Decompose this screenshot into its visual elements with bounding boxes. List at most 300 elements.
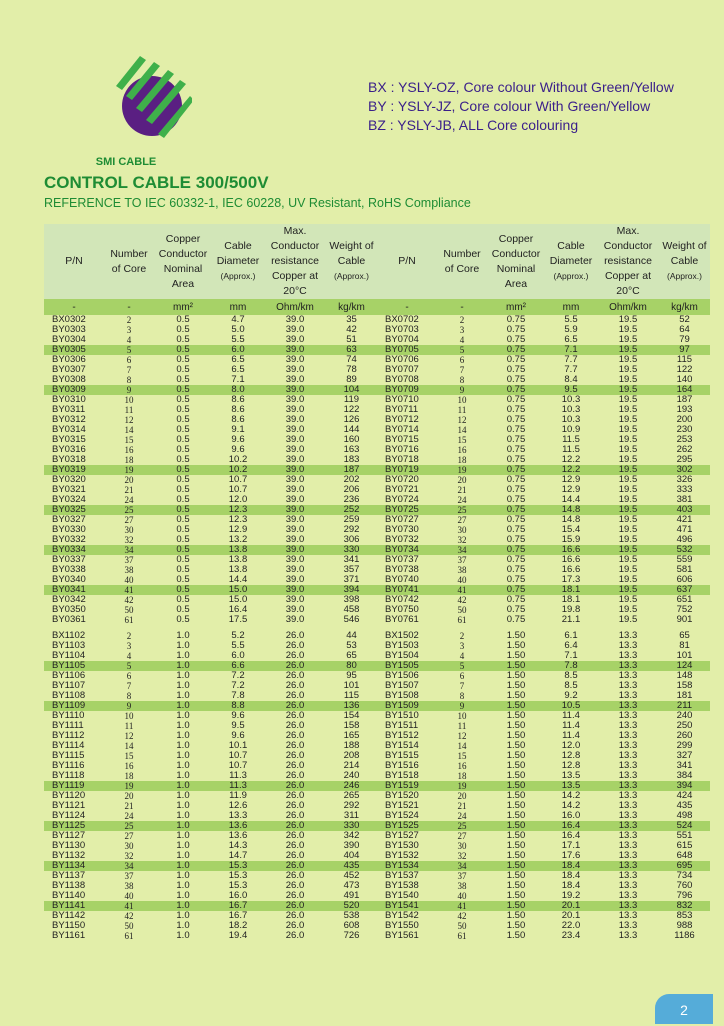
diameter-cell: 12.0 — [228, 495, 248, 505]
weight-cell: 136 — [326, 701, 377, 711]
diameter-cell: 18.4 — [545, 861, 597, 871]
diameter-cell: 18.4 — [561, 881, 581, 891]
diameter-cell: 12.0 — [561, 741, 581, 751]
pn-cell: BY1534 — [377, 861, 437, 871]
resistance-cell: 13.3 — [618, 711, 638, 721]
table-row — [377, 871, 710, 881]
col-header-area: Copper Conductor Nominal Area — [487, 224, 545, 299]
resistance-cell: 19.5 — [618, 405, 638, 415]
cores-cell: 2 — [459, 631, 465, 641]
cores-cell: 15 — [124, 751, 134, 761]
pn-cell: BY0340 — [52, 575, 86, 585]
resistance-cell: 39.0 — [285, 395, 305, 405]
cores-cell: 27 — [124, 515, 134, 525]
diameter-cell: 7.1 — [564, 651, 578, 661]
resistance-cell: 19.5 — [618, 605, 638, 615]
weight-cell: 546 — [343, 615, 360, 625]
weight-cell: 760 — [676, 881, 693, 891]
cores-cell: 42 — [124, 595, 134, 605]
area-cell: 1.0 — [176, 671, 190, 681]
resistance-cell: 26.0 — [285, 931, 305, 941]
cores-cell: 32 — [124, 851, 134, 861]
table-row — [377, 761, 710, 771]
weight-cell: 187 — [676, 395, 693, 405]
pn-cell: BY0740 — [385, 575, 419, 585]
diameter-cell: 10.7 — [228, 485, 248, 495]
diameter-cell: 20.1 — [545, 901, 597, 911]
diameter-cell: 17.5 — [228, 615, 248, 625]
diameter-cell: 16.6 — [545, 545, 597, 555]
area-cell: 1.50 — [487, 701, 545, 711]
table-row — [377, 385, 710, 395]
pn-cell: BY1119 — [44, 781, 104, 791]
pn-cell: BY1521 — [385, 801, 419, 811]
cores-cell: 19 — [104, 781, 154, 791]
resistance-cell: 39.0 — [285, 435, 305, 445]
resistance-cell: 39.0 — [285, 575, 305, 585]
weight-cell: 65 — [679, 631, 690, 641]
area-cell: 1.50 — [506, 891, 526, 901]
weight-cell: 559 — [676, 555, 693, 565]
weight-cell: 259 — [343, 515, 360, 525]
pn-cell: BY1509 — [377, 701, 437, 711]
pn-cell: BY1511 — [385, 721, 419, 731]
cores-cell: 50 — [457, 605, 467, 615]
area-cell: 1.0 — [176, 871, 190, 881]
area-cell: 0.75 — [506, 425, 526, 435]
area-cell: 0.75 — [487, 345, 545, 355]
weight-cell: 208 — [343, 751, 360, 761]
area-cell: 1.50 — [506, 911, 526, 921]
cores-cell: 61 — [457, 615, 467, 625]
weight-cell: 796 — [676, 891, 693, 901]
table-row — [44, 345, 377, 355]
cores-cell: 12 — [457, 415, 467, 425]
col-header-weight-label: Weight of Cable — [329, 240, 374, 267]
area-cell: 0.75 — [506, 615, 526, 625]
diameter-cell: 12.2 — [561, 455, 581, 465]
weight-cell: 473 — [343, 881, 360, 891]
cores-cell: 3 — [126, 325, 132, 335]
area-cell: 0.75 — [506, 415, 526, 425]
diameter-cell: 5.0 — [231, 325, 245, 335]
table-row — [44, 771, 377, 781]
area-cell: 1.50 — [506, 831, 526, 841]
diameter-cell: 6.0 — [212, 345, 264, 355]
unit-cell: Ohm/km — [264, 299, 326, 315]
area-cell: 1.50 — [506, 931, 526, 941]
resistance-cell: 19.5 — [618, 425, 638, 435]
cores-cell: 42 — [457, 595, 467, 605]
diameter-cell: 17.3 — [561, 575, 581, 585]
cores-cell: 32 — [124, 535, 134, 545]
area-cell: 0.5 — [176, 475, 190, 485]
diameter-cell: 14.8 — [545, 505, 597, 515]
diameter-cell: 11.9 — [229, 791, 247, 801]
header-row — [377, 224, 710, 299]
resistance-cell: 19.5 — [597, 585, 659, 595]
resistance-cell: 13.3 — [618, 921, 638, 931]
pn-cell: BY0712 — [385, 415, 419, 425]
cores-cell: 3 — [459, 641, 465, 651]
pn-cell: BY1106 — [52, 671, 86, 681]
table-row — [44, 831, 377, 841]
cores-cell: 12 — [124, 415, 134, 425]
area-cell: 1.50 — [506, 751, 526, 761]
pn-cell: BY0337 — [52, 555, 86, 565]
table-row — [377, 475, 710, 485]
cores-cell: 38 — [124, 565, 134, 575]
diameter-cell: 6.6 — [212, 661, 264, 671]
resistance-cell: 26.0 — [285, 921, 305, 931]
page-title: CONTROL CABLE 300/500V — [44, 173, 269, 192]
pn-cell: BY1514 — [385, 741, 419, 751]
resistance-cell: 13.3 — [618, 801, 638, 811]
cores-cell: 42 — [124, 911, 134, 921]
weight-cell: 330 — [326, 821, 377, 831]
area-cell: 1.50 — [506, 761, 526, 771]
diameter-cell: 11.3 — [212, 781, 264, 791]
weight-cell: 89 — [346, 375, 357, 385]
area-cell: 1.50 — [506, 771, 526, 781]
area-cell: 1.50 — [506, 631, 526, 641]
diameter-cell: 10.3 — [561, 405, 581, 415]
resistance-cell: 26.0 — [264, 661, 326, 671]
cores-cell: 18 — [457, 771, 467, 781]
cores-cell: 40 — [124, 575, 134, 585]
area-cell: 1.50 — [506, 811, 526, 821]
diameter-cell: 19.4 — [228, 931, 248, 941]
resistance-cell: 39.0 — [285, 595, 305, 605]
area-cell: 1.50 — [506, 841, 526, 851]
weight-cell: 63 — [326, 345, 377, 355]
area-cell: 1.0 — [154, 901, 212, 911]
cores-cell: 30 — [124, 841, 134, 851]
diameter-cell: 8.6 — [231, 415, 245, 425]
weight-cell: 371 — [343, 575, 360, 585]
table-row — [377, 565, 710, 575]
resistance-cell: 26.0 — [285, 711, 305, 721]
pn-cell: BY0721 — [385, 485, 419, 495]
resistance-cell: 13.3 — [618, 871, 638, 881]
cores-cell: 21 — [124, 801, 134, 811]
weight-cell: 158 — [676, 681, 693, 691]
pn-cell: BY1508 — [385, 691, 419, 701]
area-cell: 0.5 — [176, 335, 190, 345]
cores-cell: 34 — [437, 861, 487, 871]
weight-cell: 101 — [343, 681, 360, 691]
cores-cell: 37 — [457, 555, 467, 565]
diameter-cell: 8.8 — [212, 701, 264, 711]
pn-cell: BY1518 — [385, 771, 419, 781]
table-row — [377, 515, 710, 525]
diameter-cell: 7.1 — [231, 375, 245, 385]
pn-cell: BY1118 — [52, 771, 85, 781]
area-cell: 1.50 — [506, 691, 526, 701]
weight-cell: 95 — [346, 671, 357, 681]
weight-cell: 148 — [676, 671, 693, 681]
area-cell: 0.75 — [506, 435, 526, 445]
col-header-weight — [326, 224, 377, 299]
diameter-cell: 15.3 — [212, 861, 264, 871]
cores-cell: 32 — [457, 535, 467, 545]
pn-cell: BY0705 — [377, 345, 437, 355]
resistance-cell: 39.0 — [264, 385, 326, 395]
table-row — [44, 651, 377, 661]
pn-cell: BY1142 — [52, 911, 86, 921]
resistance-cell: 13.3 — [618, 751, 638, 761]
area-cell: 0.5 — [176, 525, 190, 535]
pn-cell: BY1103 — [52, 641, 86, 651]
table-row — [377, 861, 710, 871]
table-row — [44, 485, 377, 495]
pn-cell: BY1541 — [377, 901, 437, 911]
pn-cell: BY0350 — [52, 605, 86, 615]
weight-cell: 74 — [346, 355, 357, 365]
weight-cell: 424 — [676, 791, 693, 801]
table-row — [377, 721, 710, 731]
table-row — [377, 445, 710, 455]
diameter-cell: 15.0 — [228, 595, 248, 605]
pn-cell: BY0741 — [377, 585, 437, 595]
diameter-cell: 12.3 — [228, 515, 248, 525]
area-cell: 0.5 — [154, 585, 212, 595]
diameter-cell: 16.4 — [561, 831, 581, 841]
weight-cell: 581 — [676, 565, 693, 575]
area-cell: 1.50 — [506, 641, 526, 651]
diameter-cell: 6.1 — [564, 631, 578, 641]
unit-cell: - — [437, 299, 487, 315]
area-cell: 0.5 — [176, 435, 190, 445]
area-cell: 1.0 — [154, 781, 212, 791]
cores-cell: 6 — [459, 355, 465, 365]
table-row — [44, 861, 377, 871]
pn-cell: BY0325 — [44, 505, 104, 515]
pn-cell: BY0304 — [52, 335, 86, 345]
resistance-cell: 26.0 — [285, 651, 305, 661]
diameter-cell: 12.8 — [561, 751, 581, 761]
resistance-cell: 39.0 — [285, 325, 305, 335]
weight-cell: 119 — [343, 395, 360, 405]
resistance-cell: 26.0 — [285, 891, 305, 901]
table-row — [44, 425, 377, 435]
pn-cell: BY0727 — [385, 515, 419, 525]
table-row — [377, 395, 710, 405]
cores-cell: 5 — [437, 661, 487, 671]
cores-cell: 7 — [126, 681, 132, 691]
table-row — [377, 465, 710, 475]
resistance-cell: 19.5 — [618, 615, 638, 625]
cores-cell: 21 — [124, 485, 134, 495]
table-row — [44, 911, 377, 921]
weight-cell: 124 — [659, 661, 710, 671]
cores-cell: 30 — [124, 525, 134, 535]
pn-cell: BY0342 — [52, 595, 86, 605]
pn-cell: BY1134 — [44, 861, 104, 871]
pn-cell: BY1121 — [52, 801, 86, 811]
col-header-diameter-note: (Approx.) — [553, 271, 589, 281]
resistance-cell: 13.3 — [618, 931, 638, 941]
area-cell: 1.50 — [506, 871, 526, 881]
resistance-cell: 26.0 — [285, 681, 305, 691]
table-row — [377, 681, 710, 691]
cores-cell: 14 — [124, 425, 134, 435]
table-row — [44, 731, 377, 741]
table-row — [44, 315, 377, 325]
diameter-cell: 12.9 — [228, 525, 248, 535]
table-row — [44, 711, 377, 721]
cores-cell: 14 — [457, 425, 467, 435]
area-cell: 0.5 — [176, 365, 190, 375]
diameter-cell: 16.6 — [561, 565, 581, 575]
cores-cell: 9 — [437, 385, 487, 395]
weight-cell: 637 — [659, 585, 710, 595]
table-row — [377, 921, 710, 931]
weight-cell: 214 — [343, 761, 360, 771]
weight-cell: 163 — [343, 445, 360, 455]
weight-cell: 140 — [676, 375, 693, 385]
col-header-area: Copper Conductor Nominal Area — [154, 224, 212, 299]
cores-cell: 25 — [437, 821, 487, 831]
table-row — [44, 355, 377, 365]
weight-cell: 341 — [676, 761, 693, 771]
table-row — [44, 395, 377, 405]
area-cell: 0.75 — [506, 495, 526, 505]
col-header-weight — [659, 224, 710, 299]
table-row — [44, 701, 377, 711]
pn-cell: BY1161 — [52, 931, 86, 941]
diameter-cell: 21.1 — [561, 615, 581, 625]
pn-cell: BY1111 — [52, 721, 84, 731]
resistance-cell: 13.3 — [618, 771, 638, 781]
weight-cell: 421 — [676, 515, 693, 525]
resistance-cell: 13.3 — [618, 671, 638, 681]
table-row — [44, 545, 377, 555]
table-row — [44, 851, 377, 861]
cores-cell: 41 — [104, 901, 154, 911]
resistance-cell: 26.0 — [285, 641, 305, 651]
diameter-cell: 16.0 — [561, 811, 581, 821]
weight-cell: 211 — [659, 701, 710, 711]
resistance-cell: 13.3 — [597, 861, 659, 871]
weight-cell: 435 — [676, 801, 693, 811]
header-row — [44, 224, 377, 299]
resistance-cell: 19.5 — [597, 545, 659, 555]
pn-cell: BY1110 — [52, 711, 85, 721]
resistance-cell: 26.0 — [285, 721, 305, 731]
diameter-cell: 5.5 — [564, 315, 578, 325]
pn-cell: BY1125 — [44, 821, 104, 831]
resistance-cell: 19.5 — [618, 355, 638, 365]
cores-cell: 2 — [126, 315, 132, 325]
weight-cell: 404 — [343, 851, 360, 861]
area-cell: 1.0 — [154, 661, 212, 671]
resistance-cell: 13.3 — [618, 831, 638, 841]
weight-cell: 394 — [326, 585, 377, 595]
area-cell: 1.50 — [506, 671, 526, 681]
resistance-cell: 26.0 — [285, 671, 305, 681]
diameter-cell: 6.5 — [231, 365, 245, 375]
area-cell: 0.75 — [506, 335, 526, 345]
diameter-cell: 7.2 — [231, 671, 245, 681]
resistance-cell: 13.3 — [618, 791, 638, 801]
resistance-cell: 13.3 — [618, 651, 638, 661]
weight-cell: 615 — [676, 841, 693, 851]
area-cell: 1.50 — [487, 661, 545, 671]
cores-cell: 61 — [124, 931, 134, 941]
pn-cell: BY1516 — [385, 761, 419, 771]
resistance-cell: 19.5 — [618, 525, 638, 535]
resistance-cell: 39.0 — [285, 605, 305, 615]
weight-cell: 252 — [326, 505, 377, 515]
weight-cell: 230 — [676, 425, 693, 435]
cores-cell: 32 — [457, 851, 467, 861]
pn-cell: BY0327 — [52, 515, 86, 525]
weight-cell: 498 — [676, 811, 693, 821]
weight-cell: 695 — [659, 861, 710, 871]
diameter-cell: 18.4 — [561, 871, 581, 881]
cores-cell: 38 — [457, 565, 467, 575]
diameter-cell: 10.2 — [212, 465, 264, 475]
cores-cell: 12 — [124, 731, 134, 741]
pn-cell: BY0319 — [44, 465, 104, 475]
area-cell: 0.5 — [176, 515, 190, 525]
resistance-cell: 26.0 — [264, 861, 326, 871]
cores-cell: 5 — [104, 345, 154, 355]
table-row — [377, 455, 710, 465]
table-row — [377, 811, 710, 821]
unit-cell: mm — [212, 299, 264, 315]
area-cell: 0.75 — [506, 405, 526, 415]
table-row — [377, 651, 710, 661]
pn-cell: BY1525 — [377, 821, 437, 831]
table-row — [377, 701, 710, 711]
pn-cell: BY1530 — [385, 841, 419, 851]
table-row — [44, 631, 377, 641]
table-row — [44, 555, 377, 565]
area-cell: 0.75 — [506, 595, 526, 605]
diameter-cell: 19.8 — [561, 605, 581, 615]
table-row — [377, 355, 710, 365]
weight-cell: 262 — [676, 445, 693, 455]
weight-cell: 299 — [676, 741, 693, 751]
weight-cell: 403 — [659, 505, 710, 515]
area-cell: 0.75 — [506, 455, 526, 465]
area-cell: 0.5 — [154, 505, 212, 515]
table-row — [377, 801, 710, 811]
col-header-cores: Number of Core — [437, 224, 487, 299]
table-row — [377, 505, 710, 515]
cores-cell: 15 — [124, 435, 134, 445]
diameter-cell: 18.2 — [228, 921, 248, 931]
area-cell: 1.50 — [487, 861, 545, 871]
spec-table-left — [44, 224, 377, 941]
pn-cell: BY0761 — [385, 615, 419, 625]
page-number-tab: 2 — [655, 994, 713, 1024]
pn-cell: BY1515 — [385, 751, 419, 761]
unit-cell: - — [104, 299, 154, 315]
resistance-cell: 19.5 — [618, 395, 638, 405]
table-row — [44, 475, 377, 485]
area-cell: 1.0 — [176, 931, 190, 941]
resistance-cell: 39.0 — [285, 525, 305, 535]
area-cell: 0.5 — [176, 425, 190, 435]
area-cell: 1.0 — [176, 641, 190, 651]
resistance-cell: 13.3 — [618, 641, 638, 651]
table-row — [44, 495, 377, 505]
resistance-cell: 13.3 — [597, 661, 659, 671]
diameter-cell: 14.4 — [228, 575, 248, 585]
